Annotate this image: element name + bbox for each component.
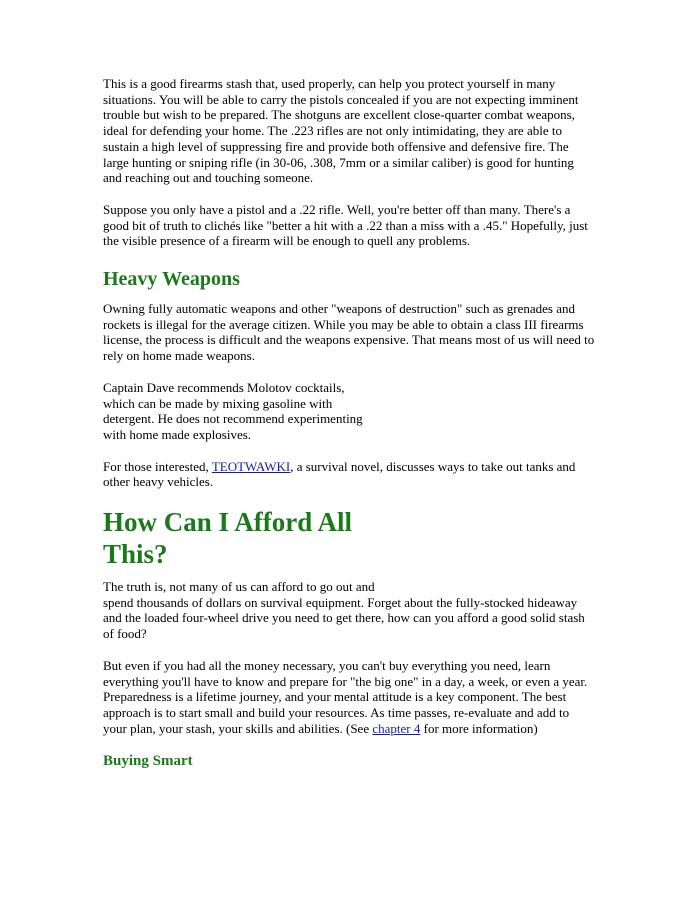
heading-heavy-weapons: Heavy Weapons (103, 268, 240, 291)
paragraph-money (103, 658, 595, 737)
paragraph-truth: The truth is, not many of us can afford to go out and spend thousands of dollars on survival equipment. Forget about the fully-stocked hideaway and the loaded four-wheel drive you need to get there, how can you afford a good solid stash of food? (103, 579, 585, 642)
money-text-before: But even if you had all the money necessary, you can't buy everything you need, learn everything you'll have to know and prepare for "the big one" in a day, a week, or even a year. Preparedness is a lifetime journey, and your mental attitude is a key component. The best approach is to start small and build your resources. As time passes, re-evaluate and add to your plan, your stash, your skills and abilities. (See (103, 657, 588, 736)
paragraph-pistol-rifle: Suppose you only have a pistol and a .22 rifle. Well, you're better off than many. There's a good bit of truth to clichés like "better a hit with a .22 than a miss with a .45." Hopefully, just the visible presence of a firearm will be enough to quell any problems. (103, 201, 588, 249)
money-text-after: for more information) (420, 720, 538, 736)
paragraph-automatic-weapons: Owning fully automatic weapons and other "weapons of destruction" such as grenades and rockets is illegal for the average citizen. While you may be able to obtain a class III firearms license, the process is difficult and the weapons expensive. That means most of us will need to rely on home made weapons. (103, 301, 595, 364)
chapter-4-link[interactable]: chapter 4 (372, 720, 421, 736)
paragraph-teotwawki (103, 459, 595, 490)
document-page (103, 76, 595, 770)
paragraph-firearms-stash: This is a good firearms stash that, used properly, can help you protect yourself in many situations. You will be able to carry the pistols concealed if you are not expecting imminent trouble but wish to be prepared. The shotguns are excellent close-quarter combat weapons, ideal for defending your home. The .223 rifles are not only intimidating, they are able to sustain a high level of suppressing fire and provide both offensive and defensive fire. The large hunting or sniping rifle (in 30-06, .308, 7mm or a similar caliber) is good for hunting and reaching out and touching someone. (103, 76, 579, 186)
heading-buying-smart: Buying Smart (103, 753, 193, 770)
teotwawki-link[interactable]: TEOTWAWKI (211, 458, 291, 474)
paragraph-molotov: Captain Dave recommends Molotov cocktails, which can be made by mixing gasoline with detergent. He does not recommend experimenting with home made explosives. (103, 379, 363, 442)
teotwawki-text-after: , a survival novel, discusses ways to take out tanks and other heavy vehicles. (103, 458, 576, 490)
teotwawki-text-before: For those interested, (103, 458, 212, 474)
heading-afford-all-this: How Can I Afford All This? (103, 507, 353, 570)
